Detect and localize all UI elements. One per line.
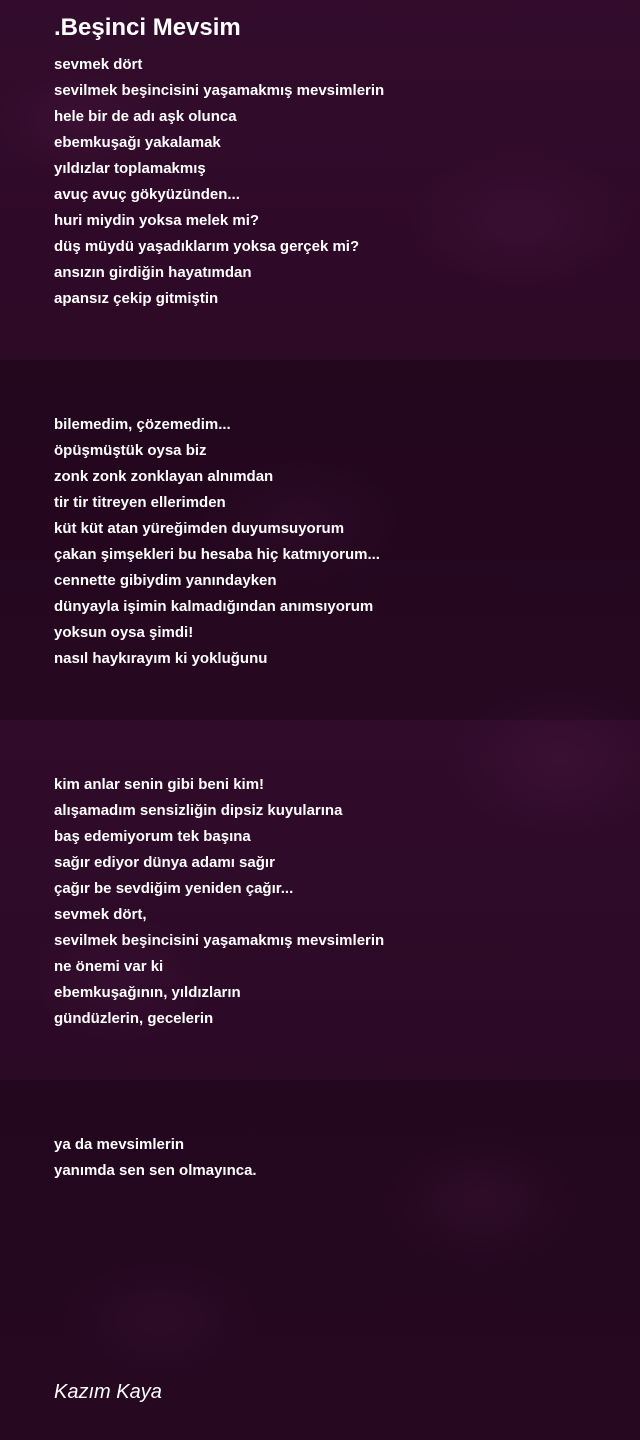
poem-author: Kazım Kaya <box>54 1381 162 1403</box>
poem-line: dünyayla işimin kalmadığından anımsıyorum <box>54 598 374 615</box>
poem-line: ebemkuşağının, yıldızların <box>54 984 241 1001</box>
poem-line: tir tir titreyen ellerimden <box>54 494 226 511</box>
poem-line: yoksun oysa şimdi! <box>54 624 194 641</box>
poem-line: cennette gibiydim yanındayken <box>54 572 277 589</box>
poem-line: alışamadım sensizliğin dipsiz kuyularına <box>54 802 343 819</box>
stanza-3 <box>54 772 614 1032</box>
poem-line: nasıl haykırayım ki yokluğunu <box>54 650 268 667</box>
poem-line: sevilmek beşincisini yaşamakmış mevsimlerin <box>54 82 385 99</box>
poem-line: çağır be sevdiğim yeniden çağır... <box>54 880 294 897</box>
poem-line: apansız çekip gitmiştin <box>54 290 219 307</box>
stanza-4 <box>54 1132 614 1184</box>
poem-line: yıldızlar toplamakmış <box>54 160 206 177</box>
poem-line: baş edemiyorum tek başına <box>54 828 251 845</box>
poem-line: küt küt atan yüreğimden duyumsuyorum <box>54 520 345 537</box>
poem-line: ne önemi var ki <box>54 958 164 975</box>
poem-line: kim anlar senin gibi beni kim! <box>54 776 265 793</box>
poem-line: zonk zonk zonklayan alnımdan <box>54 468 274 485</box>
poem-line: düş müydü yaşadıklarım yoksa gerçek mi? <box>54 238 360 255</box>
poem-line: gündüzlerin, gecelerin <box>54 1010 214 1027</box>
poem-title: .Beşinci Mevsim <box>54 14 241 41</box>
stanza-1 <box>54 52 614 312</box>
poem-line: hele bir de adı aşk olunca <box>54 108 237 125</box>
poem-line: ebemkuşağı yakalamak <box>54 134 221 151</box>
poem-line: sevmek dört, <box>54 906 147 923</box>
poem-line: ansızın girdiğin hayatımdan <box>54 264 252 281</box>
poem-line: çakan şimşekleri bu hesaba hiç katmıyorum... <box>54 546 380 563</box>
poem-line: yanımda sen sen olmayınca. <box>54 1162 257 1179</box>
poem-line: öpüşmüştük oysa biz <box>54 442 207 459</box>
poem-line: sevmek dört <box>54 56 143 73</box>
poem-line: sağır ediyor dünya adamı sağır <box>54 854 275 871</box>
poem-line: avuç avuç gökyüzünden... <box>54 186 240 203</box>
poem-line: ya da mevsimlerin <box>54 1136 185 1153</box>
stanza-2 <box>54 412 614 672</box>
poem-line: sevilmek beşincisini yaşamakmış mevsimlerin <box>54 932 385 949</box>
poem-line: huri miydin yoksa melek mi? <box>54 212 260 229</box>
poem-line: bilemedim, çözemedim... <box>54 416 231 433</box>
